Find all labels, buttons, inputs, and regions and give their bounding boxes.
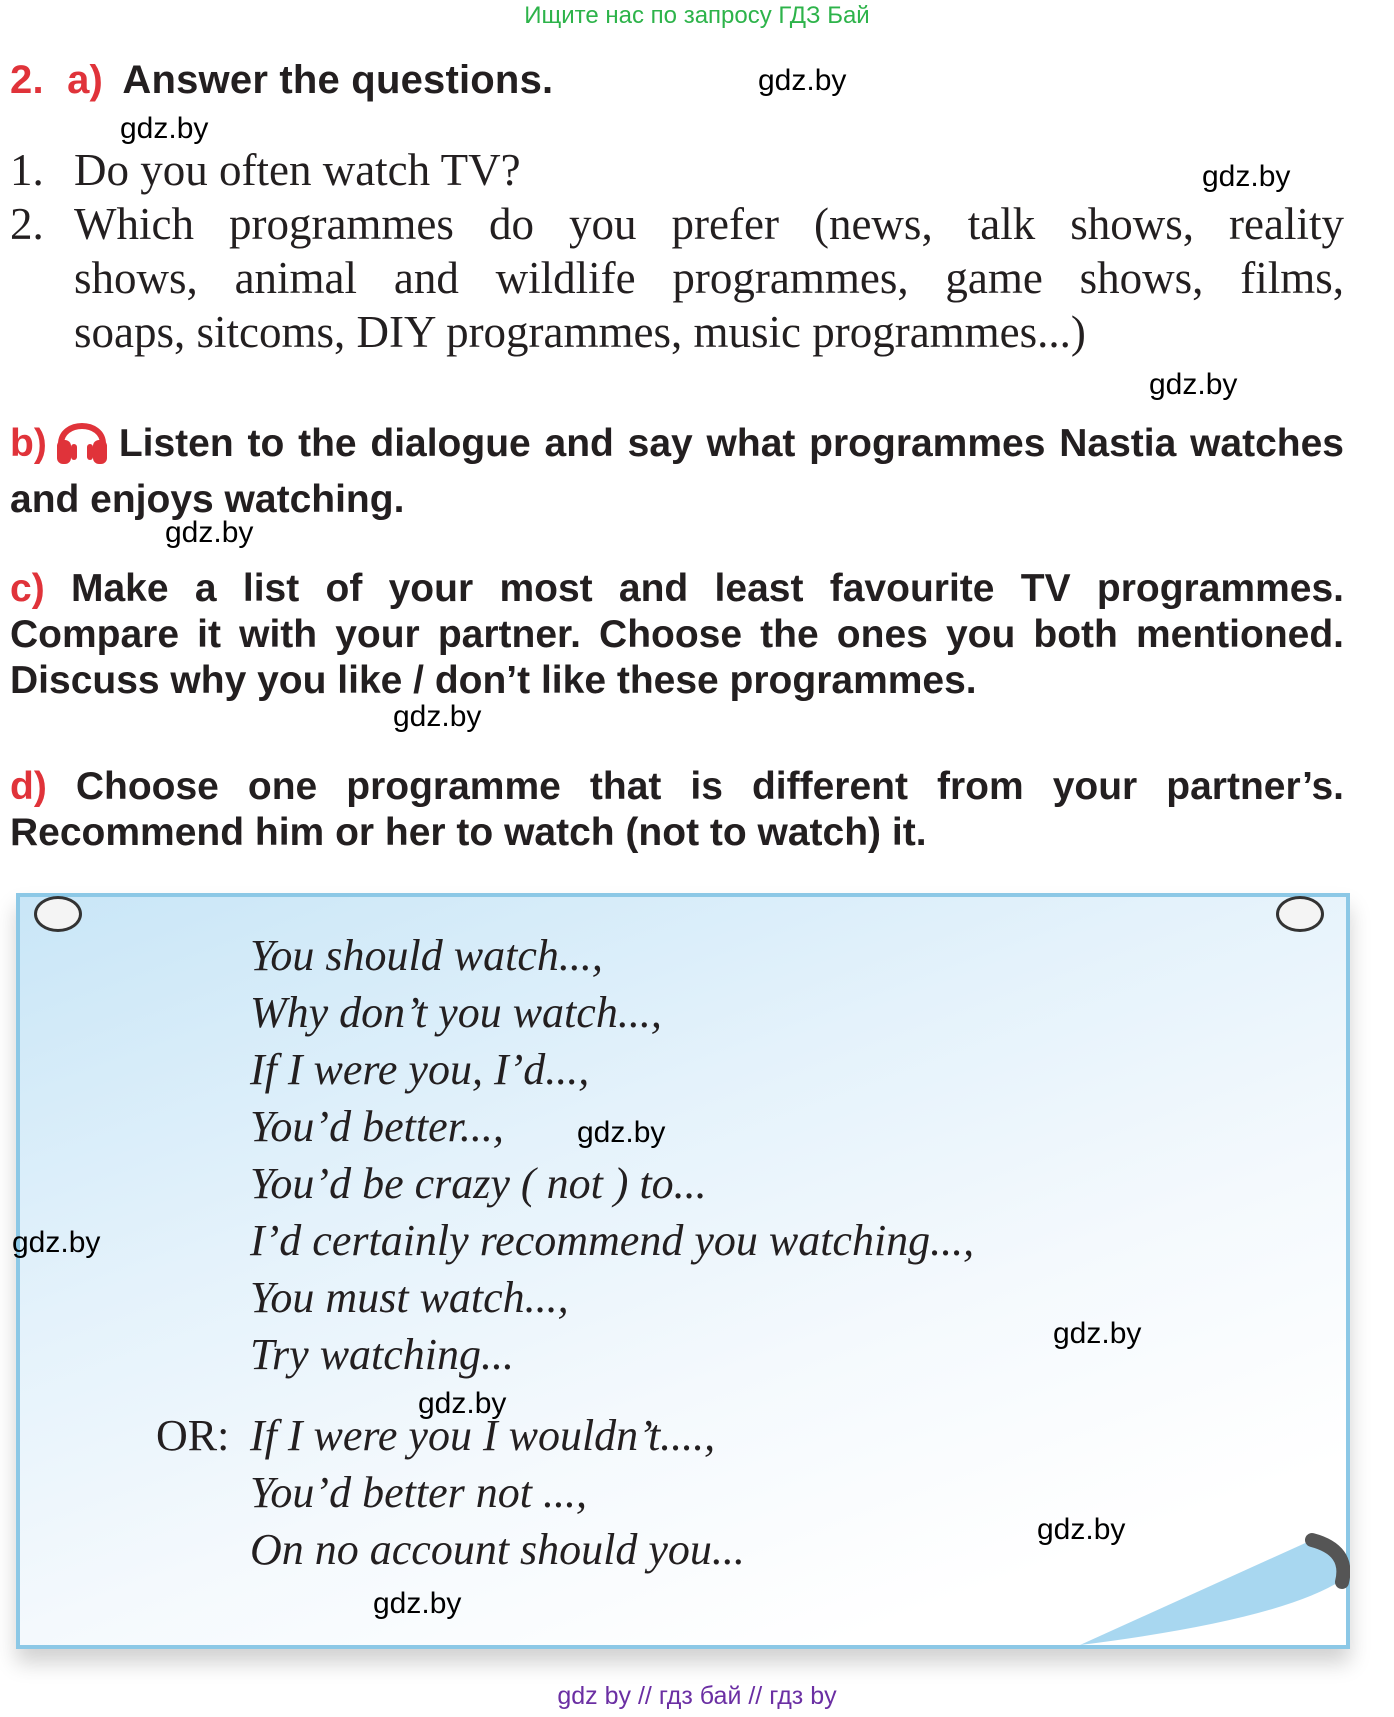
task-d-label: d): [10, 765, 47, 808]
task-a-title: Answer the questions.: [122, 58, 554, 102]
watermark: gdz.by: [373, 1587, 462, 1620]
question-text: Do you often watch TV?: [74, 145, 521, 195]
watermark: gdz.by: [393, 700, 482, 733]
question-number: 1.: [10, 145, 44, 195]
watermark: gdz.by: [120, 112, 209, 145]
or-phrase-1: If I were you I wouldn’t....,: [250, 1411, 716, 1460]
question-1: [10, 143, 1344, 197]
phrase-8: Try watching...: [250, 1330, 515, 1379]
task-d: [10, 764, 1344, 856]
phrase-2: Why don’t you watch...,: [250, 988, 662, 1037]
question-text-line-3: soaps, sitcoms, DIY programmes, music programmes...): [74, 307, 1086, 357]
task-a-label: a): [67, 58, 104, 102]
pin-left-icon: [34, 896, 82, 932]
headphones-icon: [55, 410, 109, 477]
question-number: 2.: [10, 199, 44, 249]
or-phrase-2: You’d better not ...,: [250, 1468, 587, 1517]
task-b: [10, 410, 1344, 523]
watermark: gdz.by: [1149, 368, 1238, 401]
task-a-heading: [10, 58, 553, 103]
pin-right-icon: [1276, 896, 1324, 932]
question-text-line-2: shows, animal and wildlife programmes, game shows, films,: [74, 253, 1344, 303]
watermark: gdz.by: [577, 1116, 666, 1149]
phrase-3: If I were you, I’d...,: [250, 1045, 590, 1094]
phrase-1: You should watch...,: [250, 931, 603, 980]
task-c-text: Make a list of your most and least favourite TV programmes. Compare it with your partner. Choose the ones you both mentioned. Discuss why you like / don’t like these programmes.: [10, 567, 1344, 702]
task-d-text: Choose one programme that is different from your partner’s. Recommend him or her to watch (not to watch) it.: [10, 765, 1344, 854]
phrase-7: You must watch...,: [250, 1273, 569, 1322]
task-c: [10, 566, 1344, 704]
watermark: gdz.by: [1202, 160, 1291, 193]
phrase-4: You’d better...,: [250, 1102, 504, 1151]
watermark: gdz.by: [12, 1226, 101, 1259]
task-b-label: b): [10, 422, 47, 465]
top-banner: Ищите нас по запросу ГДЗ Бай: [524, 2, 870, 29]
or-label: OR:: [156, 1411, 230, 1460]
task-c-label: c): [10, 567, 45, 610]
watermark: gdz.by: [758, 64, 847, 97]
or-phrase-3: On no account should you...: [250, 1525, 745, 1574]
question-text-line-1: Which programmes do you prefer (news, talk shows, reality: [74, 199, 1344, 249]
phrase-6: I’d certainly recommend you watching...,: [250, 1216, 975, 1265]
question-2: [10, 197, 1344, 359]
footer: gdz by // гдз бай // гдз by: [557, 1682, 837, 1710]
task-number: 2.: [10, 58, 44, 102]
watermark: gdz.by: [1053, 1317, 1142, 1350]
watermark: gdz.by: [1037, 1513, 1126, 1546]
phrase-5: You’d be crazy ( not ) to...: [250, 1159, 707, 1208]
watermark: gdz.by: [418, 1387, 507, 1420]
watermark: gdz.by: [165, 516, 254, 549]
task-b-text: Listen to the dialogue and say what programmes Nastia watches and enjoys watching.: [10, 422, 1344, 521]
